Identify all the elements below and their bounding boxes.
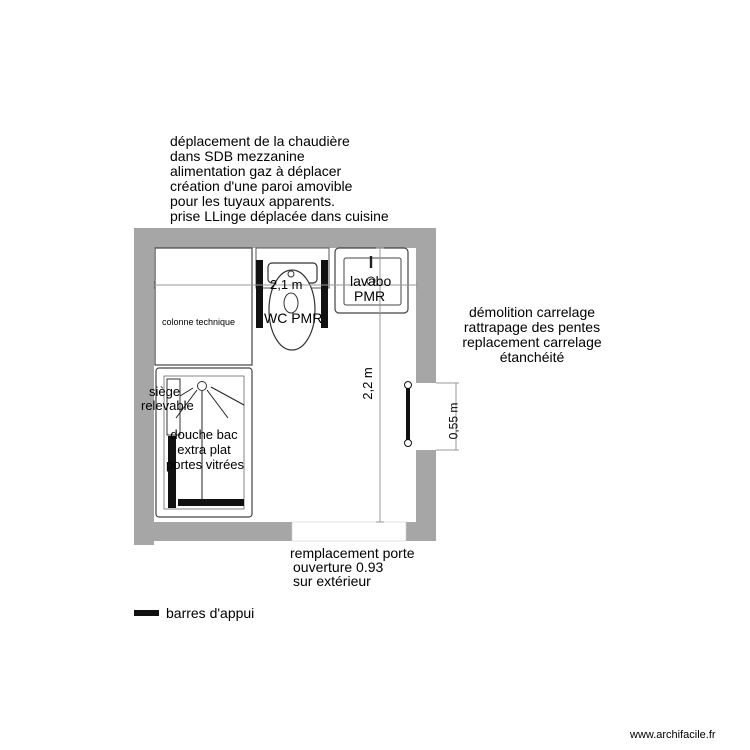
wc-bar-left <box>256 260 263 328</box>
shower-bar-horizontal <box>178 499 244 506</box>
wall-right-upper <box>416 228 436 383</box>
note-top-line: alimentation gaz à déplacer <box>170 163 342 179</box>
wall-top <box>134 228 436 248</box>
legend-bar-swatch <box>134 610 159 616</box>
note-top-line: dans SDB mezzanine <box>170 148 305 164</box>
douche-label-line: extra plat <box>177 442 231 457</box>
note-right-line: rattrapage des pentes <box>463 319 601 335</box>
note-door <box>290 546 415 588</box>
wc-fixture <box>256 248 329 350</box>
lavabo-label-line2: PMR <box>354 288 386 304</box>
watermark: www.archifacile.fr <box>630 729 716 741</box>
note-top-line: création d'une paroi amovible <box>170 178 353 194</box>
lavabo-label-line1: lavabo <box>350 273 392 289</box>
wall-bottom-left <box>134 522 292 541</box>
note-top-line: prise LLinge déplacée dans cuisine <box>170 208 389 224</box>
shower-head <box>198 382 207 391</box>
note-right-line: replacement carrelage <box>462 334 602 350</box>
note-top-line: pour les tuyaux apparents. <box>170 193 335 209</box>
colonne-technique <box>155 248 252 365</box>
right-grab-bar <box>405 382 412 447</box>
siege-label-line2: relevable <box>141 398 194 413</box>
note-door-line: sur extérieur <box>293 573 371 589</box>
wc-label: WC PMR <box>264 310 323 326</box>
legend-label: barres d'appui <box>166 605 255 621</box>
note-top-line: déplacement de la chaudière <box>170 133 350 149</box>
door-dimension-label: 0,55 m <box>446 402 461 440</box>
wall-bottom-right <box>406 522 436 541</box>
height-dimension-label: 2,2 m <box>359 367 375 400</box>
douche-label-line: douche bac <box>170 427 238 442</box>
note-door-line: remplacement porte <box>290 545 415 561</box>
note-right-line: étanchéité <box>499 349 565 365</box>
note-top <box>170 134 389 224</box>
door-opening <box>292 522 406 541</box>
colonne-technique-label: colonne technique <box>162 317 236 327</box>
siege-label-line1: siège <box>149 384 181 399</box>
douche-label-line: portes vitrées <box>166 457 245 472</box>
wall-stub <box>134 539 154 545</box>
note-door-line: ouverture 0.93 <box>293 559 384 575</box>
note-right <box>452 305 612 365</box>
note-right-line: démolition carrelage <box>468 304 596 320</box>
douche-label <box>166 427 245 472</box>
width-dimension-label: 2,1 m <box>270 277 303 292</box>
